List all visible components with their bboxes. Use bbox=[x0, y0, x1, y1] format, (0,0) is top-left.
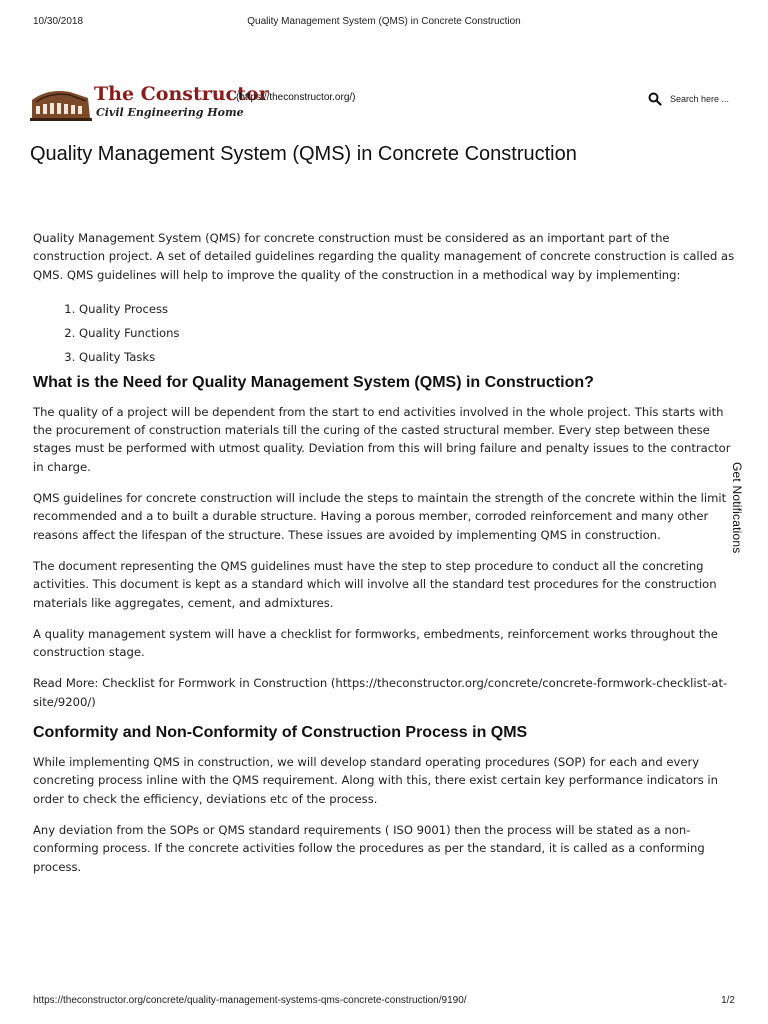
colosseum-logo-icon bbox=[30, 80, 94, 122]
page-number: 1/2 bbox=[721, 995, 735, 1006]
logo-link[interactable]: (https://theconstructor.org/) bbox=[236, 92, 356, 103]
print-title: Quality Management System (QMS) in Concrete Construction bbox=[247, 16, 521, 27]
paragraph: A quality management system will have a checklist for formworks, embedments, reinforcement works throughout the construction stage. bbox=[33, 626, 718, 660]
intro-paragraph: Quality Management System (QMS) for concrete construction must be considered as an important part of the construction project. A set of detailed guidelines regarding the quality management of concrete construction is called as QMS. QMS guidelines will help to improve the quality of the construction in a methodical way by implementing: bbox=[33, 231, 735, 282]
print-url: https://theconstructor.org/concrete/quality-management-systems-qms-concrete-construction/9190/ bbox=[33, 995, 467, 1006]
page-title: Quality Management System (QMS) in Concrete Construction bbox=[30, 143, 577, 165]
paragraph: Any deviation from the SOPs or QMS standard requirements ( ISO 9001) then the process will be stated as a non-conforming process. If the concrete activities follow the procedures as per the standard, it is called as a conforming process. bbox=[33, 822, 705, 874]
site-header bbox=[30, 76, 738, 126]
print-date: 10/30/2018 bbox=[33, 16, 84, 27]
paragraph: QMS guidelines for concrete construction will include the steps to maintain the strength of the concrete within the limit recommended and a to built a durable structure. Having a porous member, corroded reinforcement and many other reasons affect the lifespan of the structure. These issues are avoided by implementing QMS in construction. bbox=[33, 491, 727, 542]
logo-title: The Constructor bbox=[94, 83, 269, 105]
search-icon[interactable] bbox=[648, 92, 662, 106]
read-more-link[interactable]: Read More: Checklist for Formwork in Construction (https://theconstructor.org/concrete/concrete-formwork-checklist-at-site/9200/) bbox=[33, 676, 728, 709]
list-item: 1. Quality Process bbox=[79, 297, 739, 321]
article-body bbox=[33, 229, 739, 889]
paragraph: The document representing the QMS guidelines must have the step to step procedure to conduct all the concreting activities. This document is kept as a standard which will involve all the standard test procedures for the construction materials like aggregates, cement, and admixtures. bbox=[33, 558, 717, 610]
paragraph: The quality of a project will be dependent from the start to end activities involved in the whole project. This starts with the procurement of construction materials till the curing of the casted structural member. Every step between these stages must be performed with utmost quality. Deviation from this will bring failure and penalty issues to the contractor in charge. bbox=[33, 404, 731, 474]
paragraph: While implementing QMS in construction, we will develop standard operating procedures (SOP) for each and every concreting process inline with the QMS requirement. Along with this, there exist certain key performance indicators in order to check the efficiency, deviations etc of the process. bbox=[33, 755, 718, 806]
section-heading-conformity: Conformity and Non-Conformity of Construction Process in QMS bbox=[33, 724, 528, 742]
get-notifications-tab[interactable]: Get Notifications bbox=[730, 462, 744, 554]
logo-subtitle: Civil Engineering Home bbox=[96, 106, 244, 119]
search-input[interactable] bbox=[670, 94, 738, 104]
section-heading-need: What is the Need for Quality Management System (QMS) in Construction? bbox=[33, 373, 594, 391]
search-box bbox=[648, 92, 738, 106]
site-logo[interactable] bbox=[30, 80, 269, 122]
list-item: 3. Quality Tasks bbox=[79, 345, 739, 369]
qms-list bbox=[33, 297, 739, 369]
list-item: 2. Quality Functions bbox=[79, 321, 739, 345]
